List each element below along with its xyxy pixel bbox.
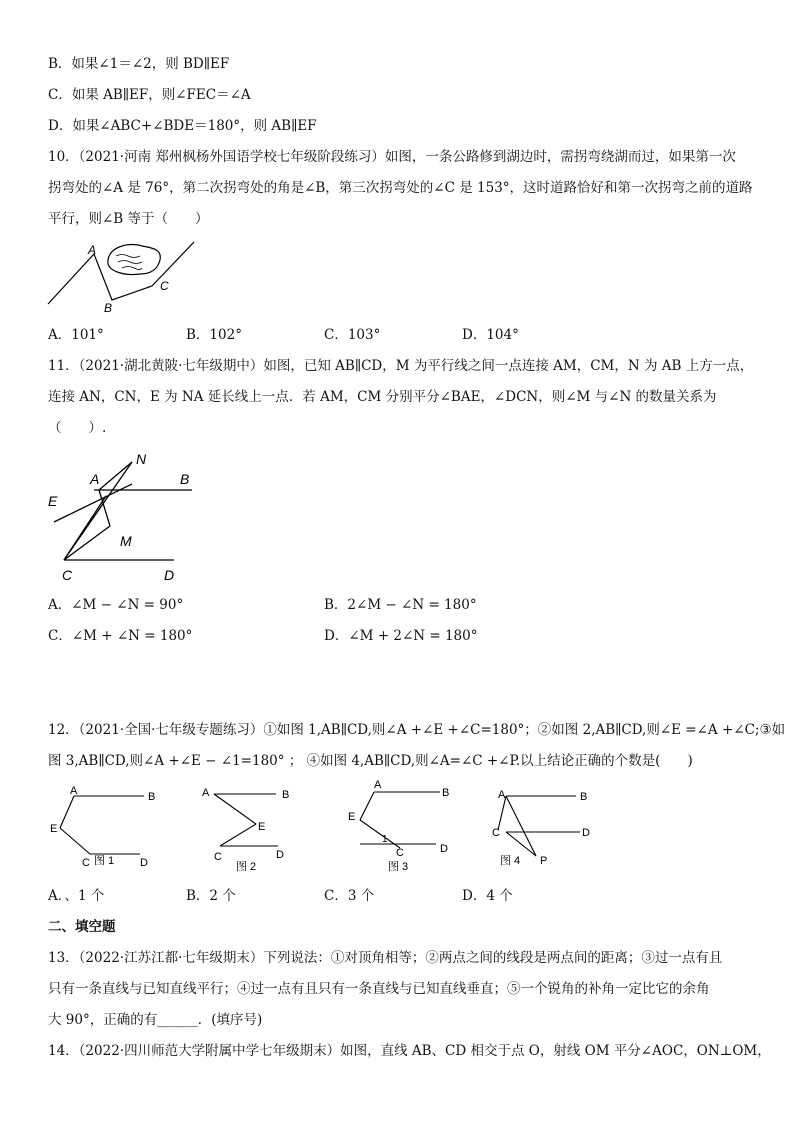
- fig2-label-e: E: [258, 821, 266, 833]
- fig4-ap: [506, 796, 536, 856]
- q11-label-d: D: [164, 567, 175, 583]
- fig1-label-e: E: [50, 823, 58, 835]
- section-heading: 二、填空题: [48, 919, 116, 935]
- q10-line-3: 平行，则∠B 等于（ ）: [48, 211, 209, 227]
- fig3-label-a: A: [374, 779, 382, 791]
- q10-line-1: 10．（2021·河南 郑州枫杨外国语学校七年级阶段练习）如图，一条公路修到湖边时，需拐弯绕湖而过，如果第一次: [48, 149, 736, 165]
- fig1-caption: 图 1: [94, 855, 115, 867]
- q10-label-c: C: [160, 279, 169, 293]
- fig3-label-d: D: [440, 843, 448, 855]
- q11-option-c: C．∠M + ∠N = 180°: [48, 628, 193, 644]
- q10-option-b: B．102°: [186, 327, 242, 343]
- q9-option-c: C．如果 AB∥EF，则∠FEC＝∠A: [48, 87, 251, 103]
- q12-option-a: A．、1 个: [48, 888, 105, 904]
- fig3-label-e: E: [348, 811, 356, 823]
- q11-figure: [44, 448, 204, 588]
- q10-label-a: A: [88, 243, 97, 257]
- q11-label-a: A: [90, 471, 100, 487]
- q12-option-b: B．2 个: [186, 888, 236, 904]
- fig2-ec: [220, 824, 256, 846]
- lake-outline: [108, 245, 160, 275]
- fig2-label-b: B: [282, 789, 290, 801]
- lake-waves: [116, 255, 142, 270]
- q11-option-d: D．∠M + 2∠N = 180°: [324, 628, 478, 644]
- seg-cm: [64, 526, 110, 560]
- q12-figure-4: [486, 782, 606, 874]
- q12-figure-1: [46, 782, 166, 874]
- fig3-label-c: C: [396, 847, 404, 859]
- q11-option-a: A．∠M − ∠N = 90°: [48, 597, 184, 613]
- q11-label-m: M: [120, 533, 132, 549]
- q12-option-c: C．3 个: [324, 888, 375, 904]
- q11-label-b: B: [180, 471, 190, 487]
- q9-option-d: D．如果∠ABC+∠BDE＝180°，则 AB∥EF: [48, 118, 317, 134]
- q10-label-b: B: [104, 301, 113, 314]
- q11-option-b: B．2∠M − ∠N = 180°: [324, 597, 477, 613]
- fig3-label-b: B: [442, 787, 450, 799]
- fig1-label-c: C: [82, 857, 90, 869]
- fig3-ae: [360, 792, 374, 820]
- q13-line-1: 13．（2022·江苏江都·七年级期末）下列说法：①对顶角相等；②两点之间的线段是两点间的距离；③过一点有且: [48, 950, 723, 966]
- fig4-label-d: D: [582, 827, 590, 839]
- q10-line-2: 拐弯处的∠A 是 76°，第二次拐弯处的角是∠B，第三次拐弯处的∠C 是 153°，这时道路恰好和第一次拐弯之前的道路: [48, 180, 753, 196]
- fig4-label-b: B: [580, 791, 588, 803]
- fig3-caption: 图 3: [388, 861, 409, 873]
- fig4-label-a: A: [498, 789, 506, 801]
- fig4-label-p: P: [540, 855, 548, 867]
- q11-label-n: N: [136, 451, 147, 467]
- q10-option-c: C．103°: [324, 327, 381, 343]
- q11-label-c: C: [62, 567, 73, 583]
- q13-line-2: 只有一条直线与已知直线平行；④过一点有且只有一条直线与已知直线垂直；⑤一个锐角的补角一定比它的余角: [48, 981, 710, 997]
- fig2-label-a: A: [202, 787, 210, 799]
- fig1-label-a: A: [70, 785, 78, 797]
- q14-line-1: 14．（2022·四川师范大学附属中学七年级期末）如图，直线 AB、CD 相交于点 O，射线 OM 平分∠AOC，ON⊥OM，: [48, 1043, 771, 1059]
- q11-line-2: 连接 AN，CN，E 为 NA 延长线上一点．若 AM，CM 分别平分∠BAE，∠DCN，则∠M 与∠N 的数量关系为: [48, 389, 717, 405]
- fig4-cp: [506, 832, 536, 856]
- fig4-ac: [498, 796, 506, 830]
- q9-option-b: B．如果∠1＝∠2，则 BD∥EF: [48, 56, 230, 72]
- fig1-label-d: D: [140, 857, 148, 869]
- fig4-caption: 图 4: [500, 855, 521, 867]
- fig2-label-c: C: [214, 851, 222, 863]
- q13-line-3: 大 90°，正确的有______．(填序号): [48, 1012, 263, 1028]
- fig3-label-1: 1: [382, 834, 388, 845]
- q11-label-e: E: [48, 493, 58, 509]
- fig4-label-c: C: [492, 827, 500, 839]
- q12-option-d: D．4 个: [462, 888, 513, 904]
- fig1-ae: [60, 796, 74, 828]
- q12-figure-3: [344, 778, 464, 876]
- q12-figure-2: [198, 782, 308, 874]
- q10-option-a: A．101°: [48, 327, 104, 343]
- fig2-label-d: D: [276, 849, 284, 861]
- q11-line-3: （ ）.: [48, 420, 107, 436]
- q10-road-figure: [44, 232, 204, 314]
- fig1-label-b: B: [148, 791, 156, 803]
- q10-option-d: D．104°: [462, 327, 519, 343]
- fig2-ae: [214, 794, 256, 824]
- q11-line-1: 11．（2021·湖北黄陂·七年级期中）如图，已知 AB∥CD，M 为平行线之间一点连接 AM，CM，N 为 AB 上方一点，: [48, 358, 754, 374]
- q12-line-1: 12．（2021·全国·七年级专题练习）①如图 1,AB∥CD,则∠A +∠E +∠C=180°；②如图 2,AB∥CD,则∠E =∠A +∠C;③如: [48, 722, 786, 738]
- q12-line-2: 图 3,AB∥CD,则∠A +∠E − ∠1=180° ； ④如图 4,AB∥CD,则∠A=∠C +∠P.以上结论正确的个数是( ): [48, 753, 693, 769]
- fig2-caption: 图 2: [236, 861, 257, 873]
- fig1-ec: [60, 828, 90, 854]
